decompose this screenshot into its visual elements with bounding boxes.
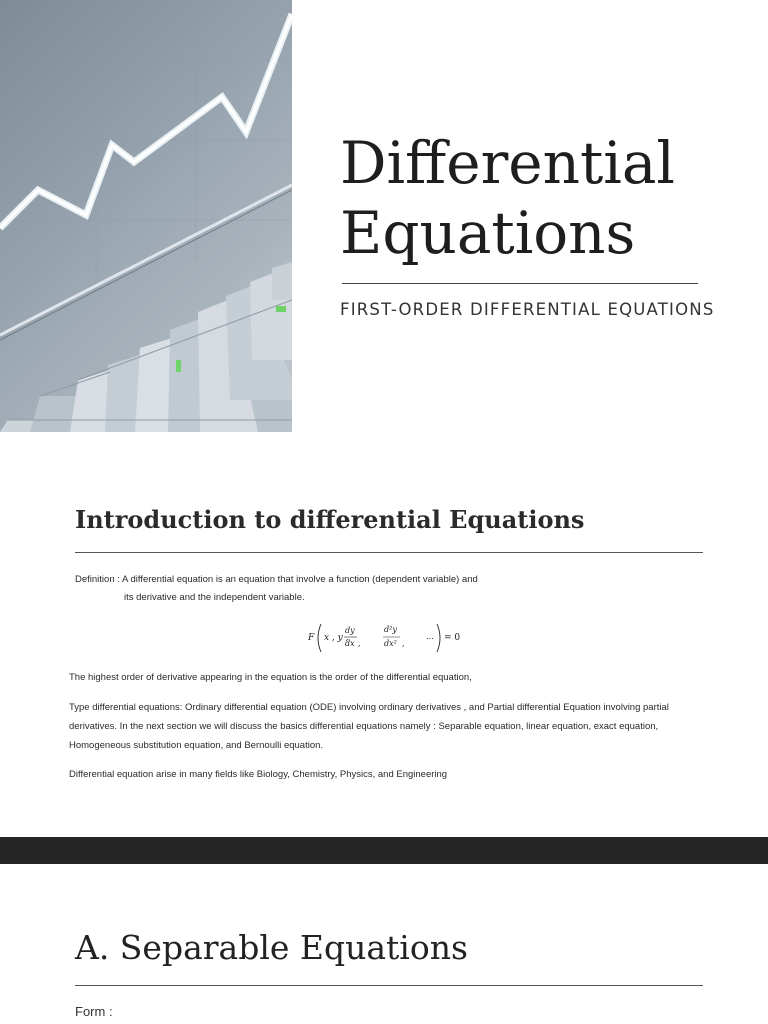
- cover-title: [340, 128, 740, 268]
- intro-heading: Introduction to differential Equations: [75, 505, 585, 534]
- cover-title-line-2: Equations: [340, 199, 636, 267]
- svg-text:,: ,: [358, 639, 361, 648]
- cover-divider: [342, 283, 698, 284]
- types-paragraph-line-1: Type differential equations: Ordinary differential equation (ODE) involving ordinary derivatives , and Partial differential Equation involving partial: [69, 702, 669, 713]
- svg-text:,: ,: [402, 639, 405, 648]
- formula-f: F: [308, 633, 315, 643]
- cover-subtitle: FIRST-ORDER DIFFERENTIAL EQUATIONS: [340, 300, 715, 319]
- separable-divider: [75, 985, 703, 986]
- formula-args: x , y ,: [324, 633, 349, 643]
- formula-dy: dy: [345, 626, 355, 635]
- form-label: Form :: [75, 1004, 113, 1019]
- cover-title-line-1: Differential: [340, 129, 675, 197]
- order-paragraph: The highest order of derivative appearing in the equation is the order of the differential equation,: [69, 672, 472, 683]
- intro-divider: [75, 552, 703, 553]
- formula-dx2: dx²: [384, 639, 397, 648]
- formula-equals-zero: = 0: [444, 633, 461, 643]
- definition-line-2: its derivative and the independent variable.: [124, 592, 305, 603]
- types-paragraph-line-2: derivatives. In the next section we will discuss the basics differential equations namely : Separable equation, linear equation, exact equation,: [69, 721, 659, 732]
- general-ode-formula: [300, 618, 480, 658]
- cover-image: [0, 0, 292, 432]
- formula-dx: dx: [345, 639, 355, 648]
- fields-paragraph: Differential equation arise in many fields like Biology, Chemistry, Physics, and Engineering: [69, 769, 448, 780]
- formula-dots: …: [426, 632, 434, 641]
- separable-heading: A. Separable Equations: [75, 928, 468, 967]
- formula-d2y: d²y: [384, 625, 397, 634]
- page-separator-band: [0, 837, 768, 864]
- definition-line-1: Definition : A differential equation is an equation that involve a function (dependent variable) and: [75, 574, 478, 585]
- types-paragraph-line-3: Homogeneous substitution equation, and Bernoulli equation.: [69, 740, 324, 751]
